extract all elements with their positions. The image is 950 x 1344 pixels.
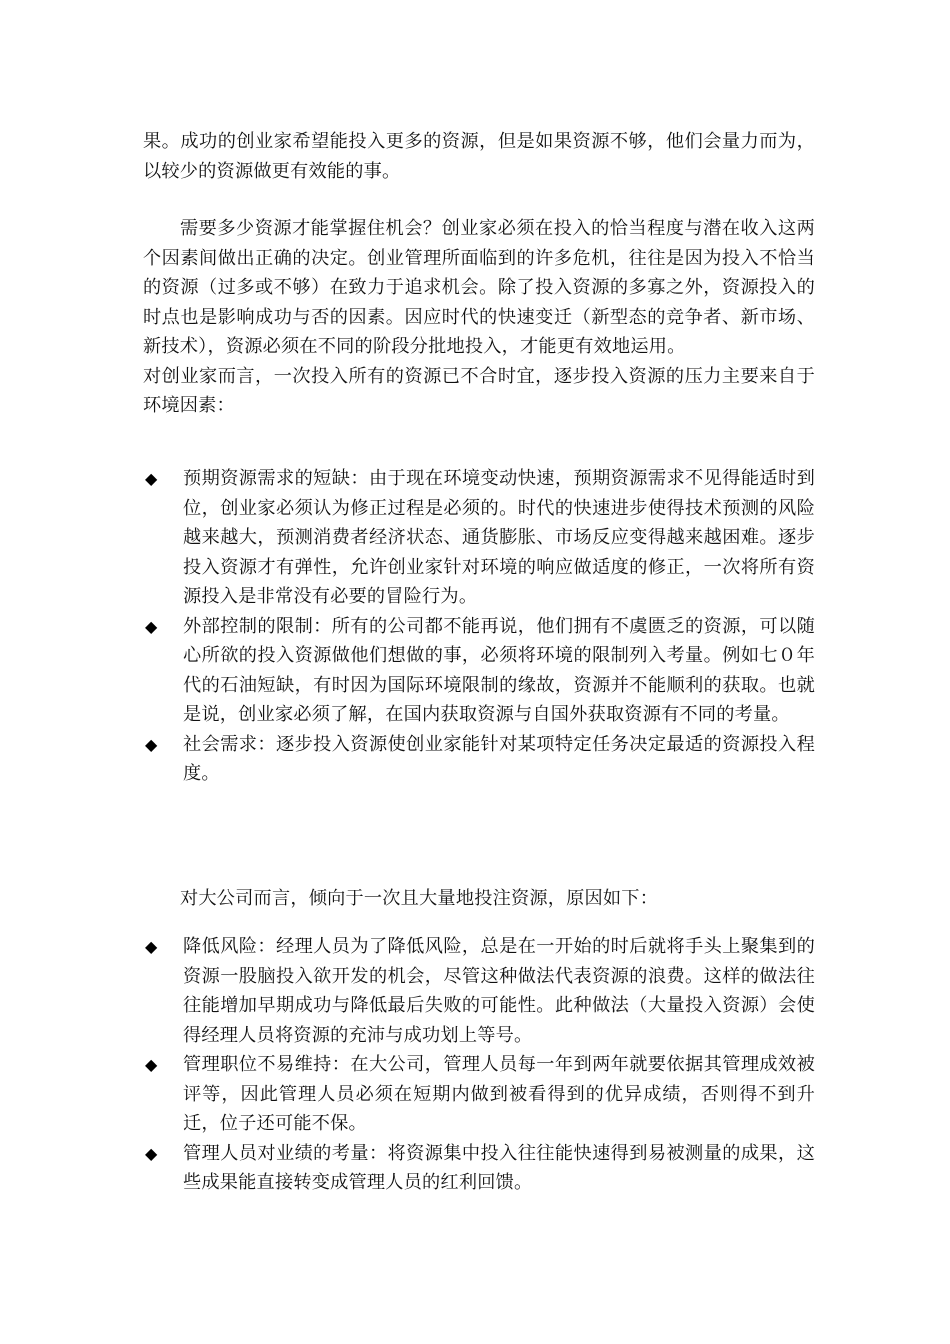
- bullet-list-large-company-reasons: [143, 932, 815, 1198]
- list-item: [143, 730, 815, 789]
- paragraph-text: 需要多少资源才能掌握住机会？创业家必须在投入的恰当程度与潜在收入这两个因素间做出正确的决定。创业管理所面临到的许多危机，往往是因为投入不恰当的资源（过多或不够）在致力于追求机会。除了投入资源的多寡之外，资源投入的时点也是影响成功与否的因素。因应时代的快速变迁（新型态的竞争者、新市场、新技术），资源必须在不同的阶段分批地投入，才能更有效地运用。: [143, 218, 815, 357]
- list-item: [143, 1139, 815, 1198]
- paragraph-text: 对大公司而言，倾向于一次且大量地投注资源，原因如下：: [180, 888, 659, 909]
- list-item: [143, 464, 815, 612]
- diamond-bullet-icon: ◆: [145, 1143, 158, 1163]
- list-item-text: 管理人员对业绩的考量：将资源集中投入往往能快速得到易被测量的成果，这些成果能直接转变成管理人员的红利回馈。: [183, 1142, 815, 1193]
- list-item-text: 降低风险：经理人员为了降低风险，总是在一开始的时后就将手头上聚集到的资源一股脑投入欲开发的机会，尽管这种做法代表资源的浪费。这样的做法往往能增加早期成功与降低最后失败的可能性。此种做法（大量投入资源）会使得经理人员将资源的充沛与成功划上等号。: [183, 936, 815, 1046]
- list-item: [143, 932, 815, 1050]
- diamond-bullet-icon: ◆: [145, 937, 158, 956]
- list-item-text: 预期资源需求的短缺：由于现在环境变动快速，预期资源需求不见得能适时到位，创业家必须认为修正过程是必须的。时代的快速进步使得技术预测的风险越来越大，预测消费者经济状态、通货膨胀、市场反应变得越来越困难。逐步投入资源才有弹性，允许创业家针对环境的响应做适度的修正，一次将所有资源投入是非常没有必要的冒险行为。: [183, 468, 815, 607]
- diamond-bullet-icon: ◆: [145, 734, 158, 754]
- list-item-text: 管理职位不易维持：在大公司，管理人员每一年到两年就要依据其管理成效被评等，因此管理人员必须在短期内做到被看得到的优异成绩，否则得不到升迁，位子还可能不保。: [183, 1054, 815, 1134]
- list-item-text: 外部控制的限制：所有的公司都不能再说，他们拥有不虞匮乏的资源，可以随心所欲的投入资源做他们想做的事，必须将环境的限制列入考量。例如七０年代的石油短缺，有时因为国际环境限制的缘故，资源并不能顺利的获取。也就是说，创业家必须了解，在国内获取资源与自国外获取资源有不同的考量。: [183, 615, 815, 725]
- bullet-list-environment-factors: [143, 464, 815, 789]
- list-item: [143, 612, 815, 730]
- list-item-text: 社会需求：逐步投入资源使创业家能针对某项特定任务决定最适的资源投入程度。: [183, 733, 815, 784]
- paragraph-large-company-intro: [143, 884, 815, 914]
- diamond-bullet-icon: ◆: [145, 616, 158, 636]
- paragraph-text: 果。成功的创业家希望能投入更多的资源，但是如果资源不够，他们会量力而为，以较少的资源做更有效能的事。: [143, 131, 815, 182]
- diamond-bullet-icon: ◆: [145, 469, 158, 488]
- paragraph-resources-timing: [143, 214, 815, 421]
- diamond-bullet-icon: ◆: [145, 1055, 158, 1074]
- paragraph-environment-intro: 对创业家而言，一次投入所有的资源已不合时宜，逐步投入资源的压力主要来自于环境因素：: [143, 365, 815, 416]
- paragraph-continuation: [143, 127, 815, 186]
- list-item: [143, 1050, 815, 1139]
